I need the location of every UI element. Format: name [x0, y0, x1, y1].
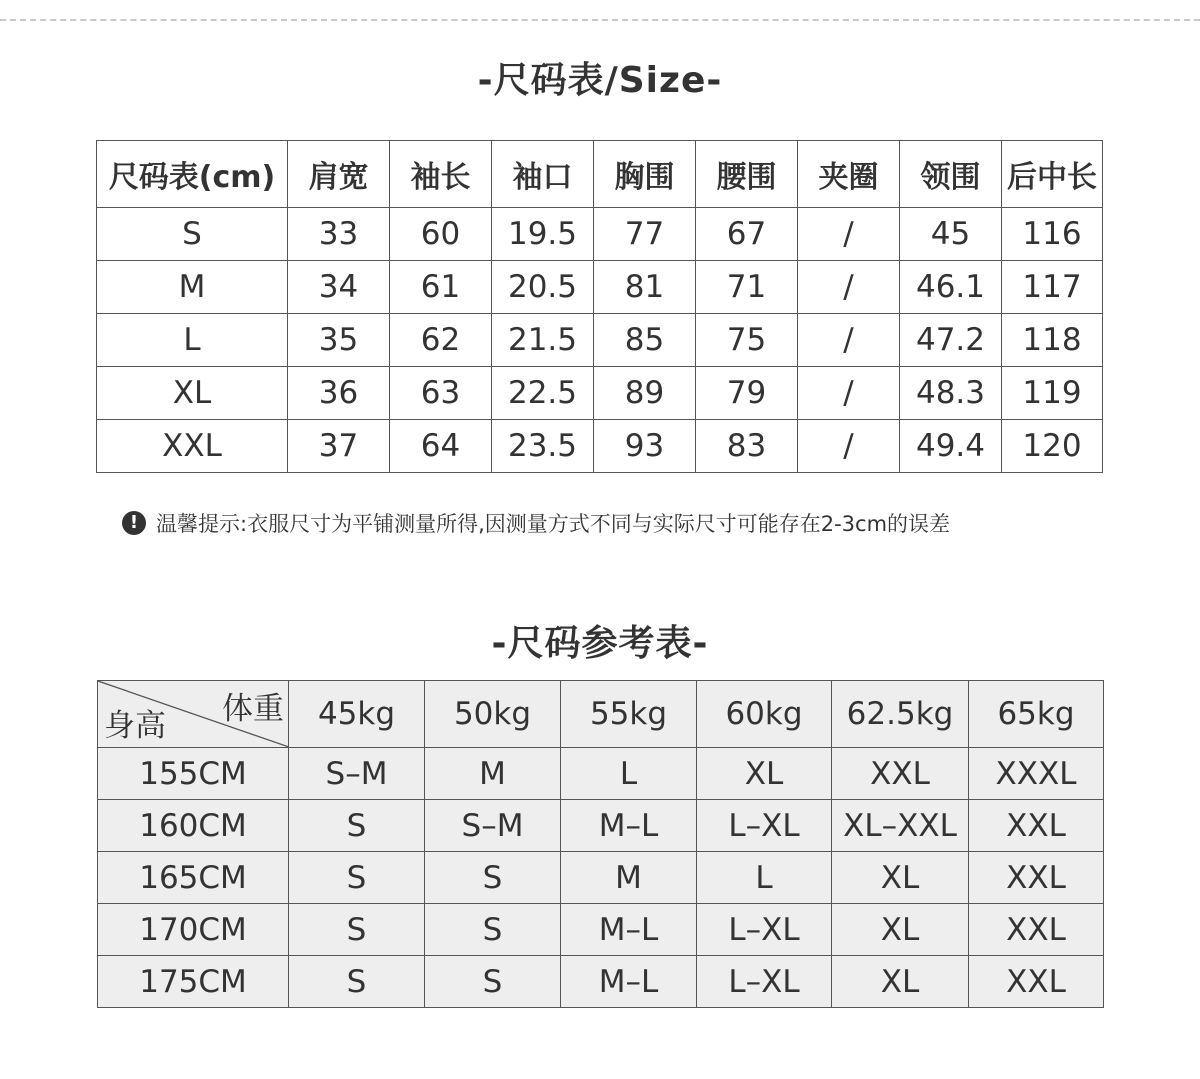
measurement-note-text: 温馨提示:衣服尺寸为平铺测量所得,因测量方式不同与实际尺寸可能存在2-3cm的误差	[156, 512, 951, 536]
size-header-cell: 腰围	[696, 141, 798, 208]
size-table-title: -尺码表/Size-	[477, 60, 723, 101]
size-cell: 116	[1002, 208, 1103, 261]
reference-cell: XL	[832, 956, 969, 1008]
height-cell: 165CM	[98, 852, 289, 904]
size-header-cell: 夹圈	[798, 141, 900, 208]
size-cell: XXL	[97, 420, 288, 473]
size-cell: 61	[390, 261, 492, 314]
reference-cell: S–M	[289, 748, 425, 800]
size-header-cell: 尺码表(cm)	[97, 141, 288, 208]
reference-cell: M–L	[561, 800, 697, 852]
size-cell: 37	[288, 420, 390, 473]
reference-table-title: -尺码参考表-	[491, 623, 709, 664]
reference-cell: S	[425, 904, 561, 956]
size-cell: XL	[97, 367, 288, 420]
size-cell: 62	[390, 314, 492, 367]
size-table	[96, 140, 1103, 473]
reference-cell: S	[425, 852, 561, 904]
size-cell: 34	[288, 261, 390, 314]
reference-cell: L	[697, 852, 832, 904]
height-cell: 160CM	[98, 800, 289, 852]
reference-cell: S–M	[425, 800, 561, 852]
size-cell: 47.2	[900, 314, 1002, 367]
weight-header-cell: 65kg	[969, 681, 1104, 748]
height-cell: 170CM	[98, 904, 289, 956]
table-row	[98, 800, 1104, 852]
size-cell: 33	[288, 208, 390, 261]
size-header-cell: 袖口	[492, 141, 594, 208]
reference-cell: XXL	[969, 904, 1104, 956]
size-cell: 89	[594, 367, 696, 420]
table-row	[97, 367, 1103, 420]
weight-header-cell: 55kg	[561, 681, 697, 748]
reference-header-row	[98, 681, 1104, 748]
table-row	[98, 748, 1104, 800]
size-cell: L	[97, 314, 288, 367]
corner-header-cell	[98, 681, 289, 748]
reference-cell: S	[289, 852, 425, 904]
size-cell: 67	[696, 208, 798, 261]
reference-cell: XXL	[969, 852, 1104, 904]
size-cell: 85	[594, 314, 696, 367]
weight-header-cell: 62.5kg	[832, 681, 969, 748]
size-header-cell: 胸围	[594, 141, 696, 208]
size-cell: /	[798, 208, 900, 261]
weight-header-cell: 50kg	[425, 681, 561, 748]
size-cell: 119	[1002, 367, 1103, 420]
reference-cell: L	[561, 748, 697, 800]
reference-cell: XL	[832, 904, 969, 956]
reference-cell: XXXL	[969, 748, 1104, 800]
size-cell: 63	[390, 367, 492, 420]
height-cell: 175CM	[98, 956, 289, 1008]
size-header-cell: 后中长	[1002, 141, 1103, 208]
reference-cell: XL	[832, 852, 969, 904]
size-cell: 83	[696, 420, 798, 473]
height-axis-label: 身高	[104, 708, 166, 744]
reference-cell: S	[425, 956, 561, 1008]
size-cell: 79	[696, 367, 798, 420]
size-cell: 120	[1002, 420, 1103, 473]
table-row	[97, 261, 1103, 314]
size-table-header-row	[97, 141, 1103, 208]
size-cell: 23.5	[492, 420, 594, 473]
table-row	[97, 420, 1103, 473]
size-cell: 19.5	[492, 208, 594, 261]
size-cell: 22.5	[492, 367, 594, 420]
reference-cell: L–XL	[697, 904, 832, 956]
size-cell: /	[798, 420, 900, 473]
weight-axis-label: 体重	[222, 691, 284, 727]
size-cell: M	[97, 261, 288, 314]
size-cell: 45	[900, 208, 1002, 261]
reference-cell: XXL	[969, 956, 1104, 1008]
size-header-cell: 领围	[900, 141, 1002, 208]
size-cell: 35	[288, 314, 390, 367]
reference-cell: M	[425, 748, 561, 800]
size-cell: 36	[288, 367, 390, 420]
size-cell: 46.1	[900, 261, 1002, 314]
exclamation-icon: !	[122, 511, 146, 535]
size-cell: /	[798, 314, 900, 367]
size-cell: 118	[1002, 314, 1103, 367]
size-header-cell: 肩宽	[288, 141, 390, 208]
size-cell: S	[97, 208, 288, 261]
table-row	[97, 208, 1103, 261]
reference-cell: L–XL	[697, 956, 832, 1008]
reference-cell: S	[289, 956, 425, 1008]
weight-header-cell: 45kg	[289, 681, 425, 748]
table-row	[97, 314, 1103, 367]
reference-cell: M–L	[561, 904, 697, 956]
reference-cell: XL	[697, 748, 832, 800]
reference-cell: XXL	[832, 748, 969, 800]
reference-cell: L–XL	[697, 800, 832, 852]
size-cell: 93	[594, 420, 696, 473]
reference-cell: XXL	[969, 800, 1104, 852]
reference-cell: M–L	[561, 956, 697, 1008]
size-cell: /	[798, 367, 900, 420]
reference-cell: S	[289, 904, 425, 956]
size-cell: 117	[1002, 261, 1103, 314]
size-cell: 20.5	[492, 261, 594, 314]
size-header-cell: 袖长	[390, 141, 492, 208]
top-dashed-divider	[0, 19, 1200, 21]
reference-cell: M	[561, 852, 697, 904]
size-reference-table	[97, 680, 1104, 1008]
size-cell: 64	[390, 420, 492, 473]
size-cell: /	[798, 261, 900, 314]
table-row	[98, 852, 1104, 904]
reference-cell: S	[289, 800, 425, 852]
size-cell: 77	[594, 208, 696, 261]
size-cell: 21.5	[492, 314, 594, 367]
size-cell: 60	[390, 208, 492, 261]
table-row	[98, 904, 1104, 956]
measurement-note	[122, 508, 950, 538]
size-cell: 71	[696, 261, 798, 314]
reference-cell: XL–XXL	[832, 800, 969, 852]
size-cell: 48.3	[900, 367, 1002, 420]
size-cell: 75	[696, 314, 798, 367]
size-cell: 81	[594, 261, 696, 314]
size-cell: 49.4	[900, 420, 1002, 473]
weight-header-cell: 60kg	[697, 681, 832, 748]
table-row	[98, 956, 1104, 1008]
height-cell: 155CM	[98, 748, 289, 800]
